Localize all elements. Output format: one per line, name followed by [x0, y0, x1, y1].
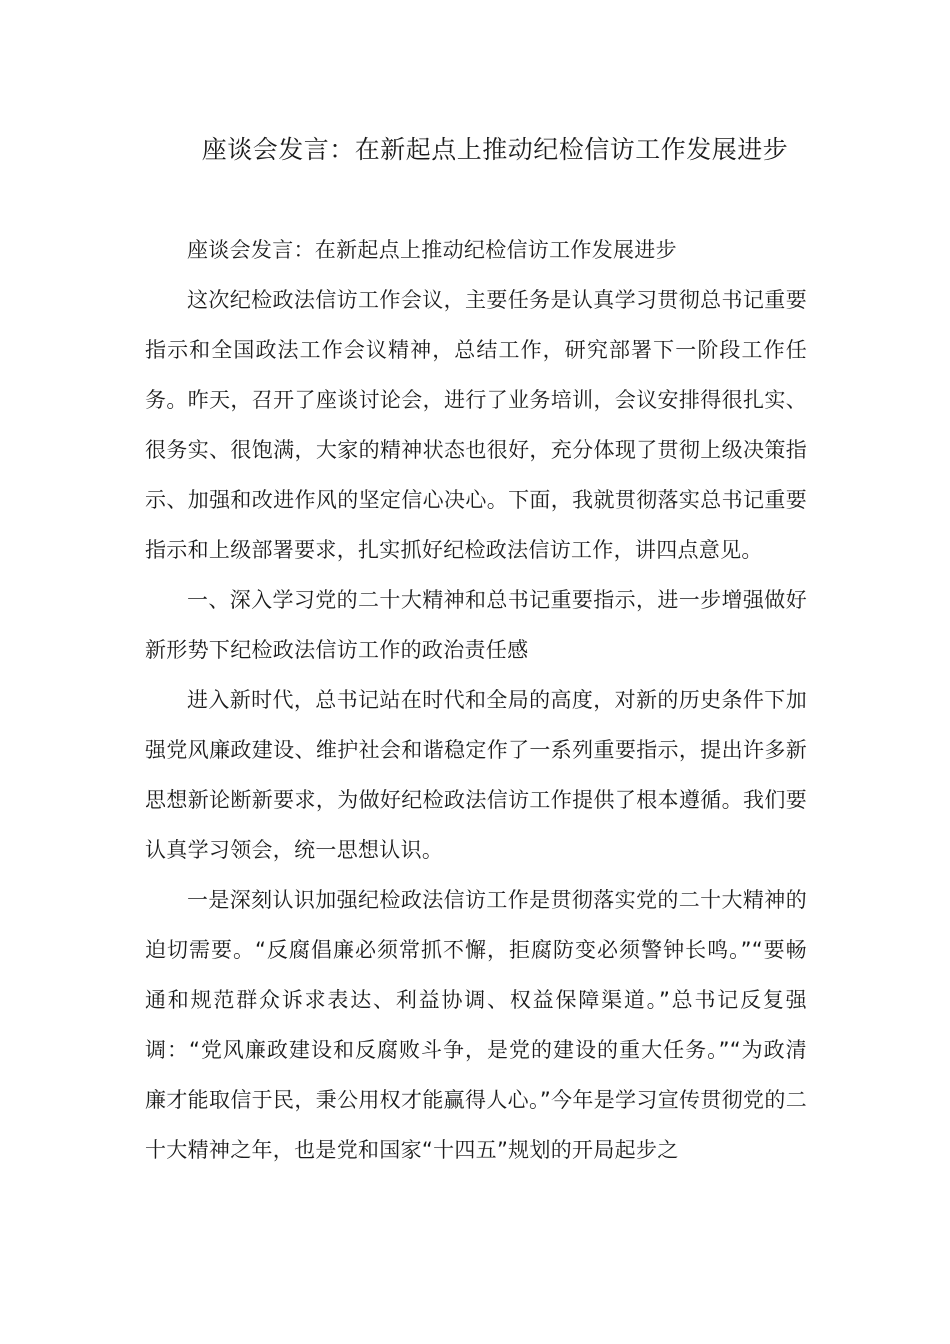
paragraph-section-heading-1: 一、深入学习党的二十大精神和总书记重要指示，进一步增强做好新形势下纪检政法信访工作的政治责任感 — [145, 588, 807, 662]
paragraph-subtitle: 座谈会发言：在新起点上推动纪检信访工作发展进步 — [187, 238, 677, 262]
paragraph-point-1: 一是深刻认识加强纪检政法信访工作是贯彻落实党的二十大精神的迫切需要。“反腐倡廉必须常抓不懈，拒腐防变必须警钟长鸣。”“要畅通和规范群众诉求表达、利益协调、权益保障渠道。”总书记反复强调：“党风廉政建设和反腐败斗争，是党的建设的重大任务。”“为政清廉才能取信于民，秉公用权才能赢得人心。”今年是学习宣传贯彻党的二十大精神之年，也是党和国家“十四五”规划的开局起步之 — [145, 888, 807, 1162]
document-title: 座谈会发言：在新起点上推动纪检信访工作发展进步 — [201, 135, 789, 164]
paragraph-section-1-body: 进入新时代，总书记站在时代和全局的高度，对新的历史条件下加强党风廉政建设、维护社会和谐稳定作了一系列重要指示，提出许多新思想新论断新要求，为做好纪检政法信访工作提供了根本遵循。我们要认真学习领会，统一思想认识。 — [145, 688, 807, 862]
document-body — [145, 225, 807, 1175]
paragraph-intro: 这次纪检政法信访工作会议，主要任务是认真学习贯彻总书记重要指示和全国政法工作会议精神，总结工作，研究部署下一阶段工作任务。昨天，召开了座谈讨论会，进行了业务培训，会议安排得很扎实、很务实、很饱满，大家的精神状态也很好，充分体现了贯彻上级决策指示、加强和改进作风的坚定信心决心。下面，我就贯彻落实总书记重要指示和上级部署要求，扎实抓好纪检政法信访工作，讲四点意见。 — [145, 288, 807, 562]
